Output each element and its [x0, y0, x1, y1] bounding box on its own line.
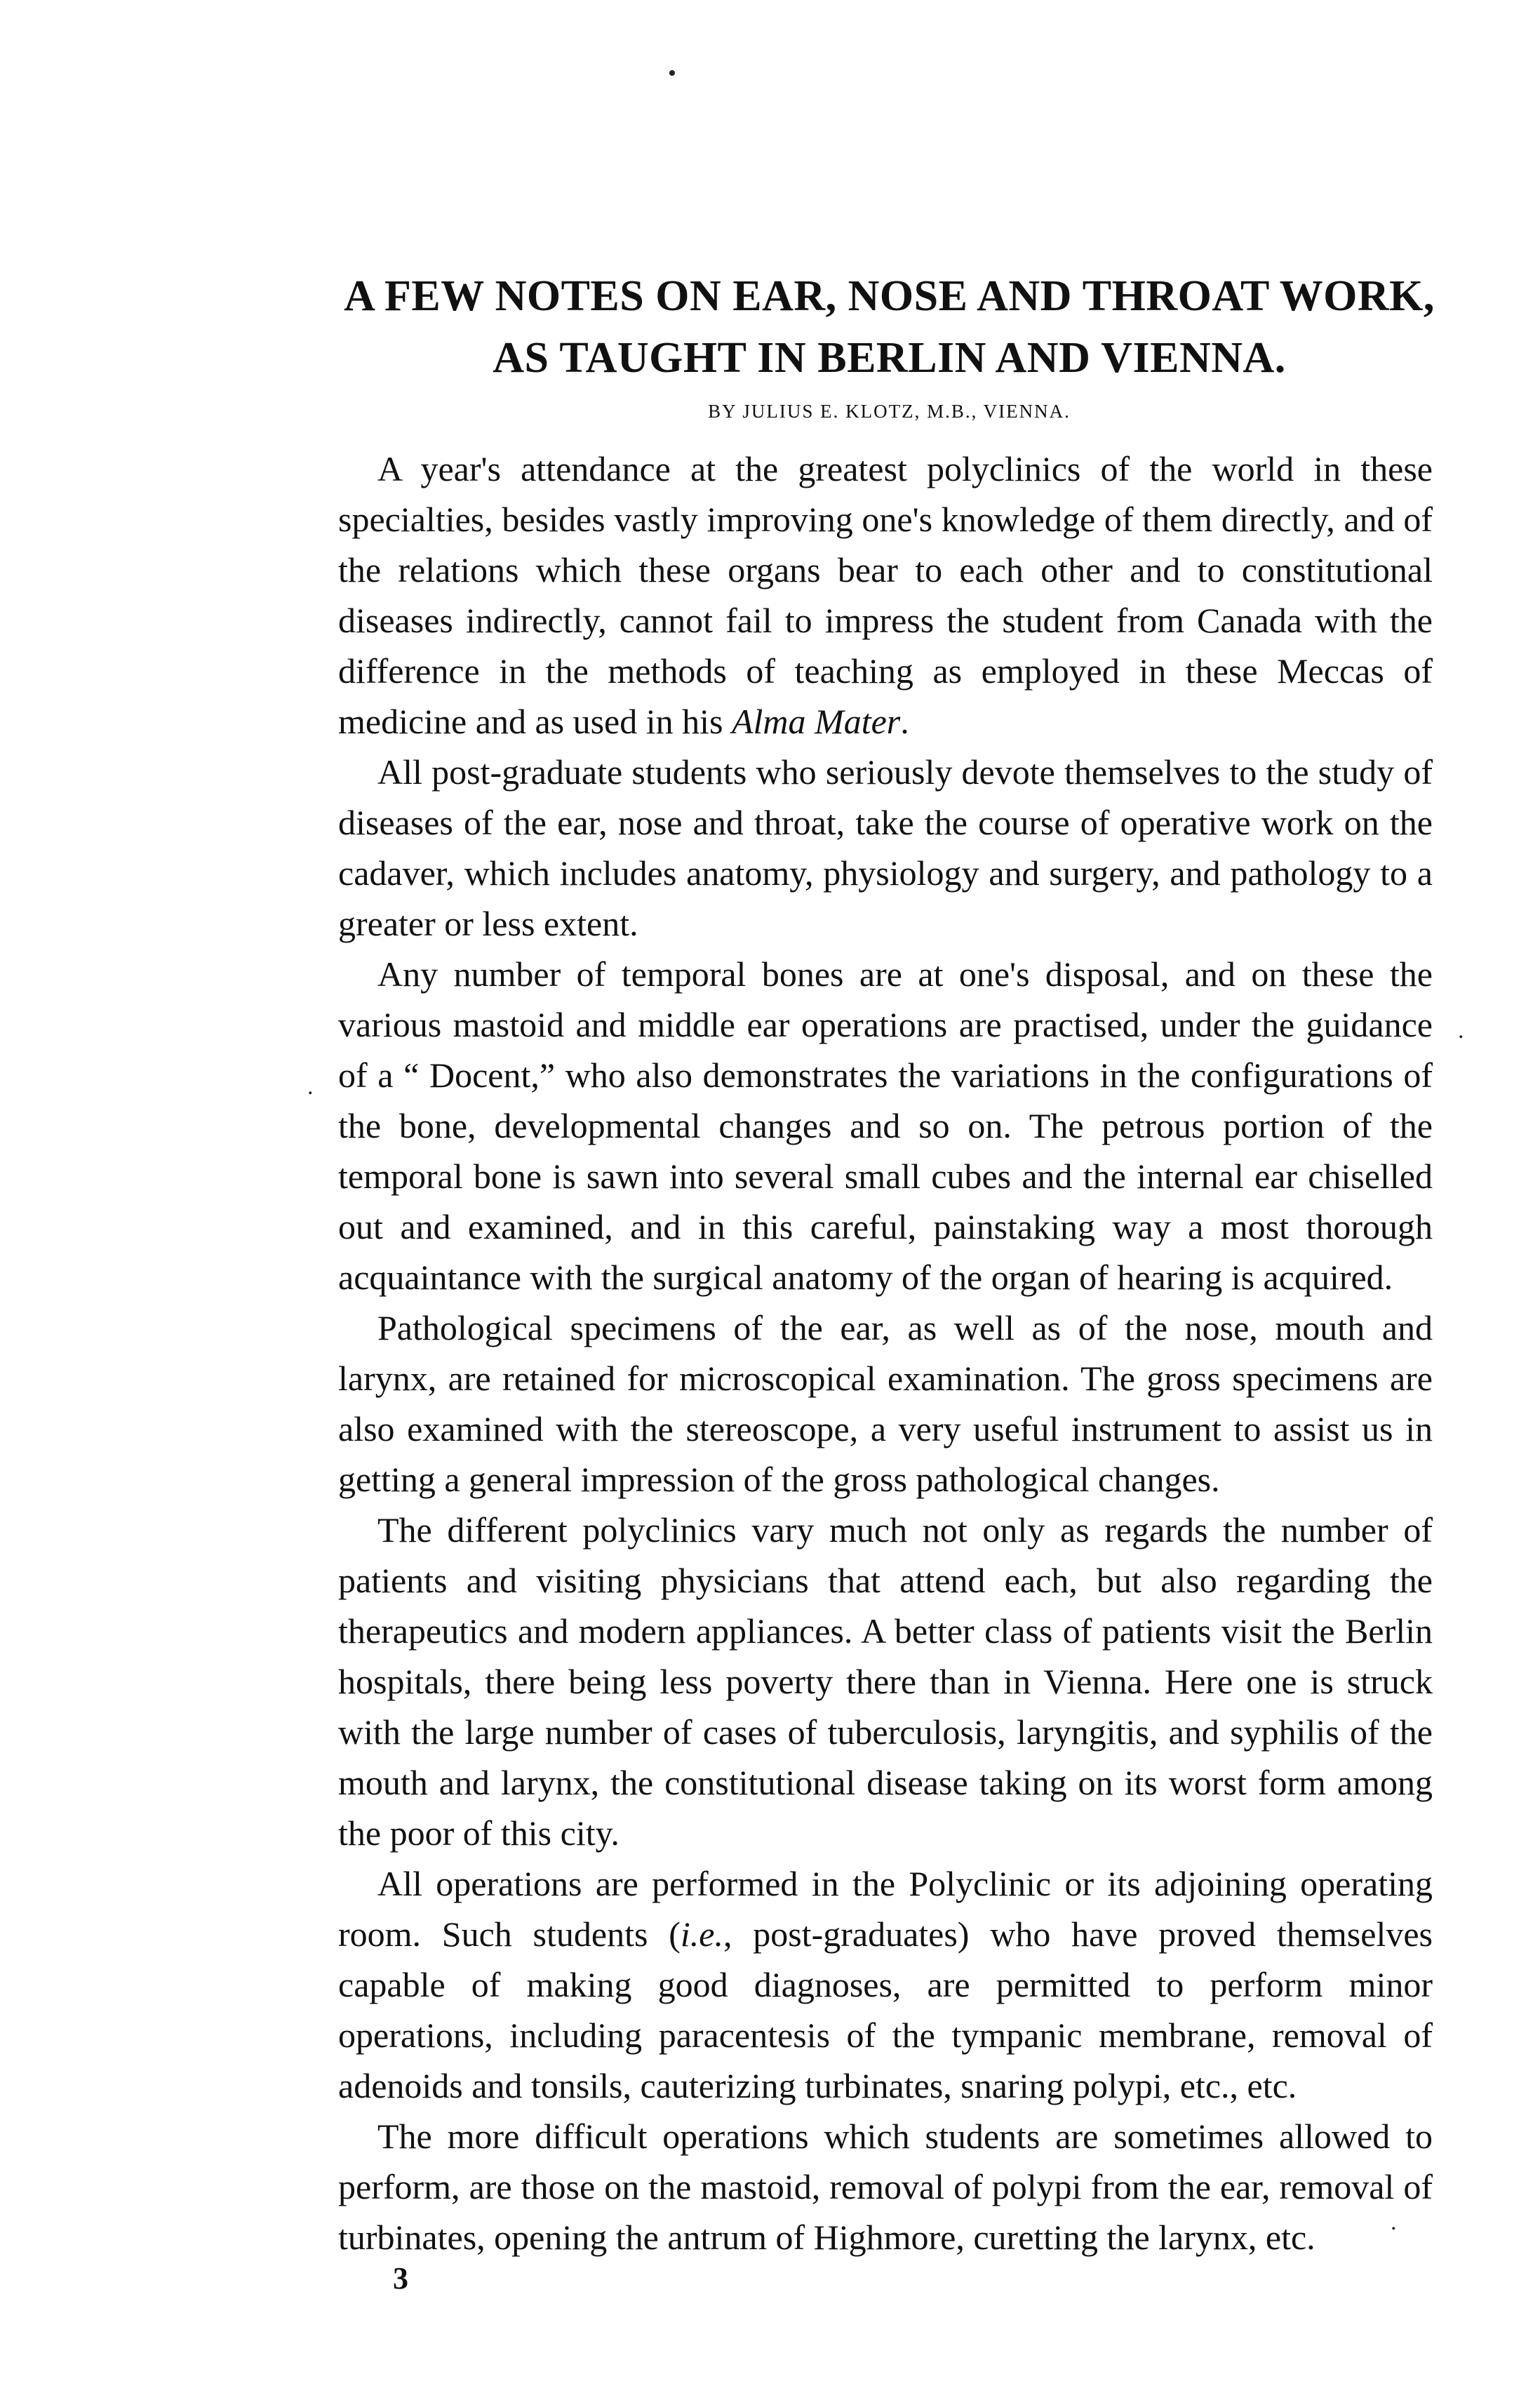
- article-title-line-2: AS TAUGHT IN BERLIN AND VIENNA.: [493, 334, 1286, 382]
- article-header: [337, 265, 1442, 425]
- alma-mater-italic: Alma Mater: [732, 702, 901, 741]
- paragraph-5: The different polyclinics vary much not only as regards the number of patients and visiting physicians that attend each, but also regarding the therapeutics and modern appliances. A better class of patients visit the Berlin hospitals, there being less poverty there than in Vienna. Here one is struck with the large number of cases of tuberculosis, laryngitis, and syphilis of the mouth and larynx, the constitutional disease taking on its worst form among the poor of this city.: [338, 1510, 1433, 1853]
- article-title-line-1: A FEW NOTES ON EAR, NOSE AND THROAT WORK,: [344, 272, 1435, 320]
- paragraph-6: [338, 1858, 1433, 2111]
- scan-speck-margin-right: .: [1458, 1018, 1464, 1044]
- paragraph-1-text: A year's attendance at the greatest polyclinics of the world in these specialties, besides vastly improving one's knowledge of them directly, and of the relations which these organs bear to each other and to constitutional diseases indirectly, cannot fail to impress the student from Canada with the difference in the methods of teaching as employed in these Meccas of medicine and as used in his: [338, 449, 1433, 741]
- scan-speck-top: •: [668, 60, 676, 86]
- paragraph-6-rest: , post-graduates) who have proved themselves capable of making good diagnoses, are permitted to perform minor operations, including paracentesis of the tympanic membrane, removal of adenoids and tonsils, cauterizing turbinates, snaring polypi, etc., etc.: [338, 1914, 1433, 2105]
- page-number: 3: [393, 2261, 408, 2296]
- paragraph-1: [338, 444, 1433, 747]
- scan-speck-margin-left: .: [307, 1074, 314, 1100]
- paragraph-3: Any number of temporal bones are at one's disposal, and on these the various mastoid and middle ear operations are practised, under the guidance of a “ Docent,” who also demonstrates the variations in the configurations of the bone, developmental changes and so on. The petrous portion of the temporal bone is sawn into several small cubes and the internal ear chiselled out and examined, and in this careful, painstaking way a most thorough acquaintance with the surgical anatomy of the organ of hearing is acquired.: [338, 954, 1433, 1297]
- paragraph-6-text: All operations are performed in the Polyclinic or its adjoining operating room. Such students (: [338, 1864, 1433, 1954]
- paragraph-1-end: .: [900, 702, 909, 741]
- ie-italic: i.e.: [680, 1914, 723, 1954]
- article-byline: BY JULIUS E. KLOTZ, M.B., VIENNA.: [708, 401, 1071, 422]
- paragraph-2: All post-graduate students who seriously devote themselves to the study of diseases of the ear, nose and throat, take the course of operative work on the cadaver, which includes anatomy, physiology and surgery, and pathology to a greater or less extent.: [338, 752, 1433, 943]
- scan-speck-bottom-right: .: [1391, 2209, 1397, 2235]
- paragraph-4: Pathological specimens of the ear, as well as of the nose, mouth and larynx, are retained for microscopical examination. The gross specimens are also examined with the stereoscope, a very useful instrument to assist us in getting a general impression of the gross pathological changes.: [338, 1308, 1433, 1499]
- paragraph-7: The more difficult operations which students are sometimes allowed to perform, are those on the mastoid, removal of polypi from the ear, removal of turbinates, opening the antrum of Highmore, curetting the larynx, etc.: [338, 2117, 1433, 2257]
- article-body: [338, 444, 1433, 2263]
